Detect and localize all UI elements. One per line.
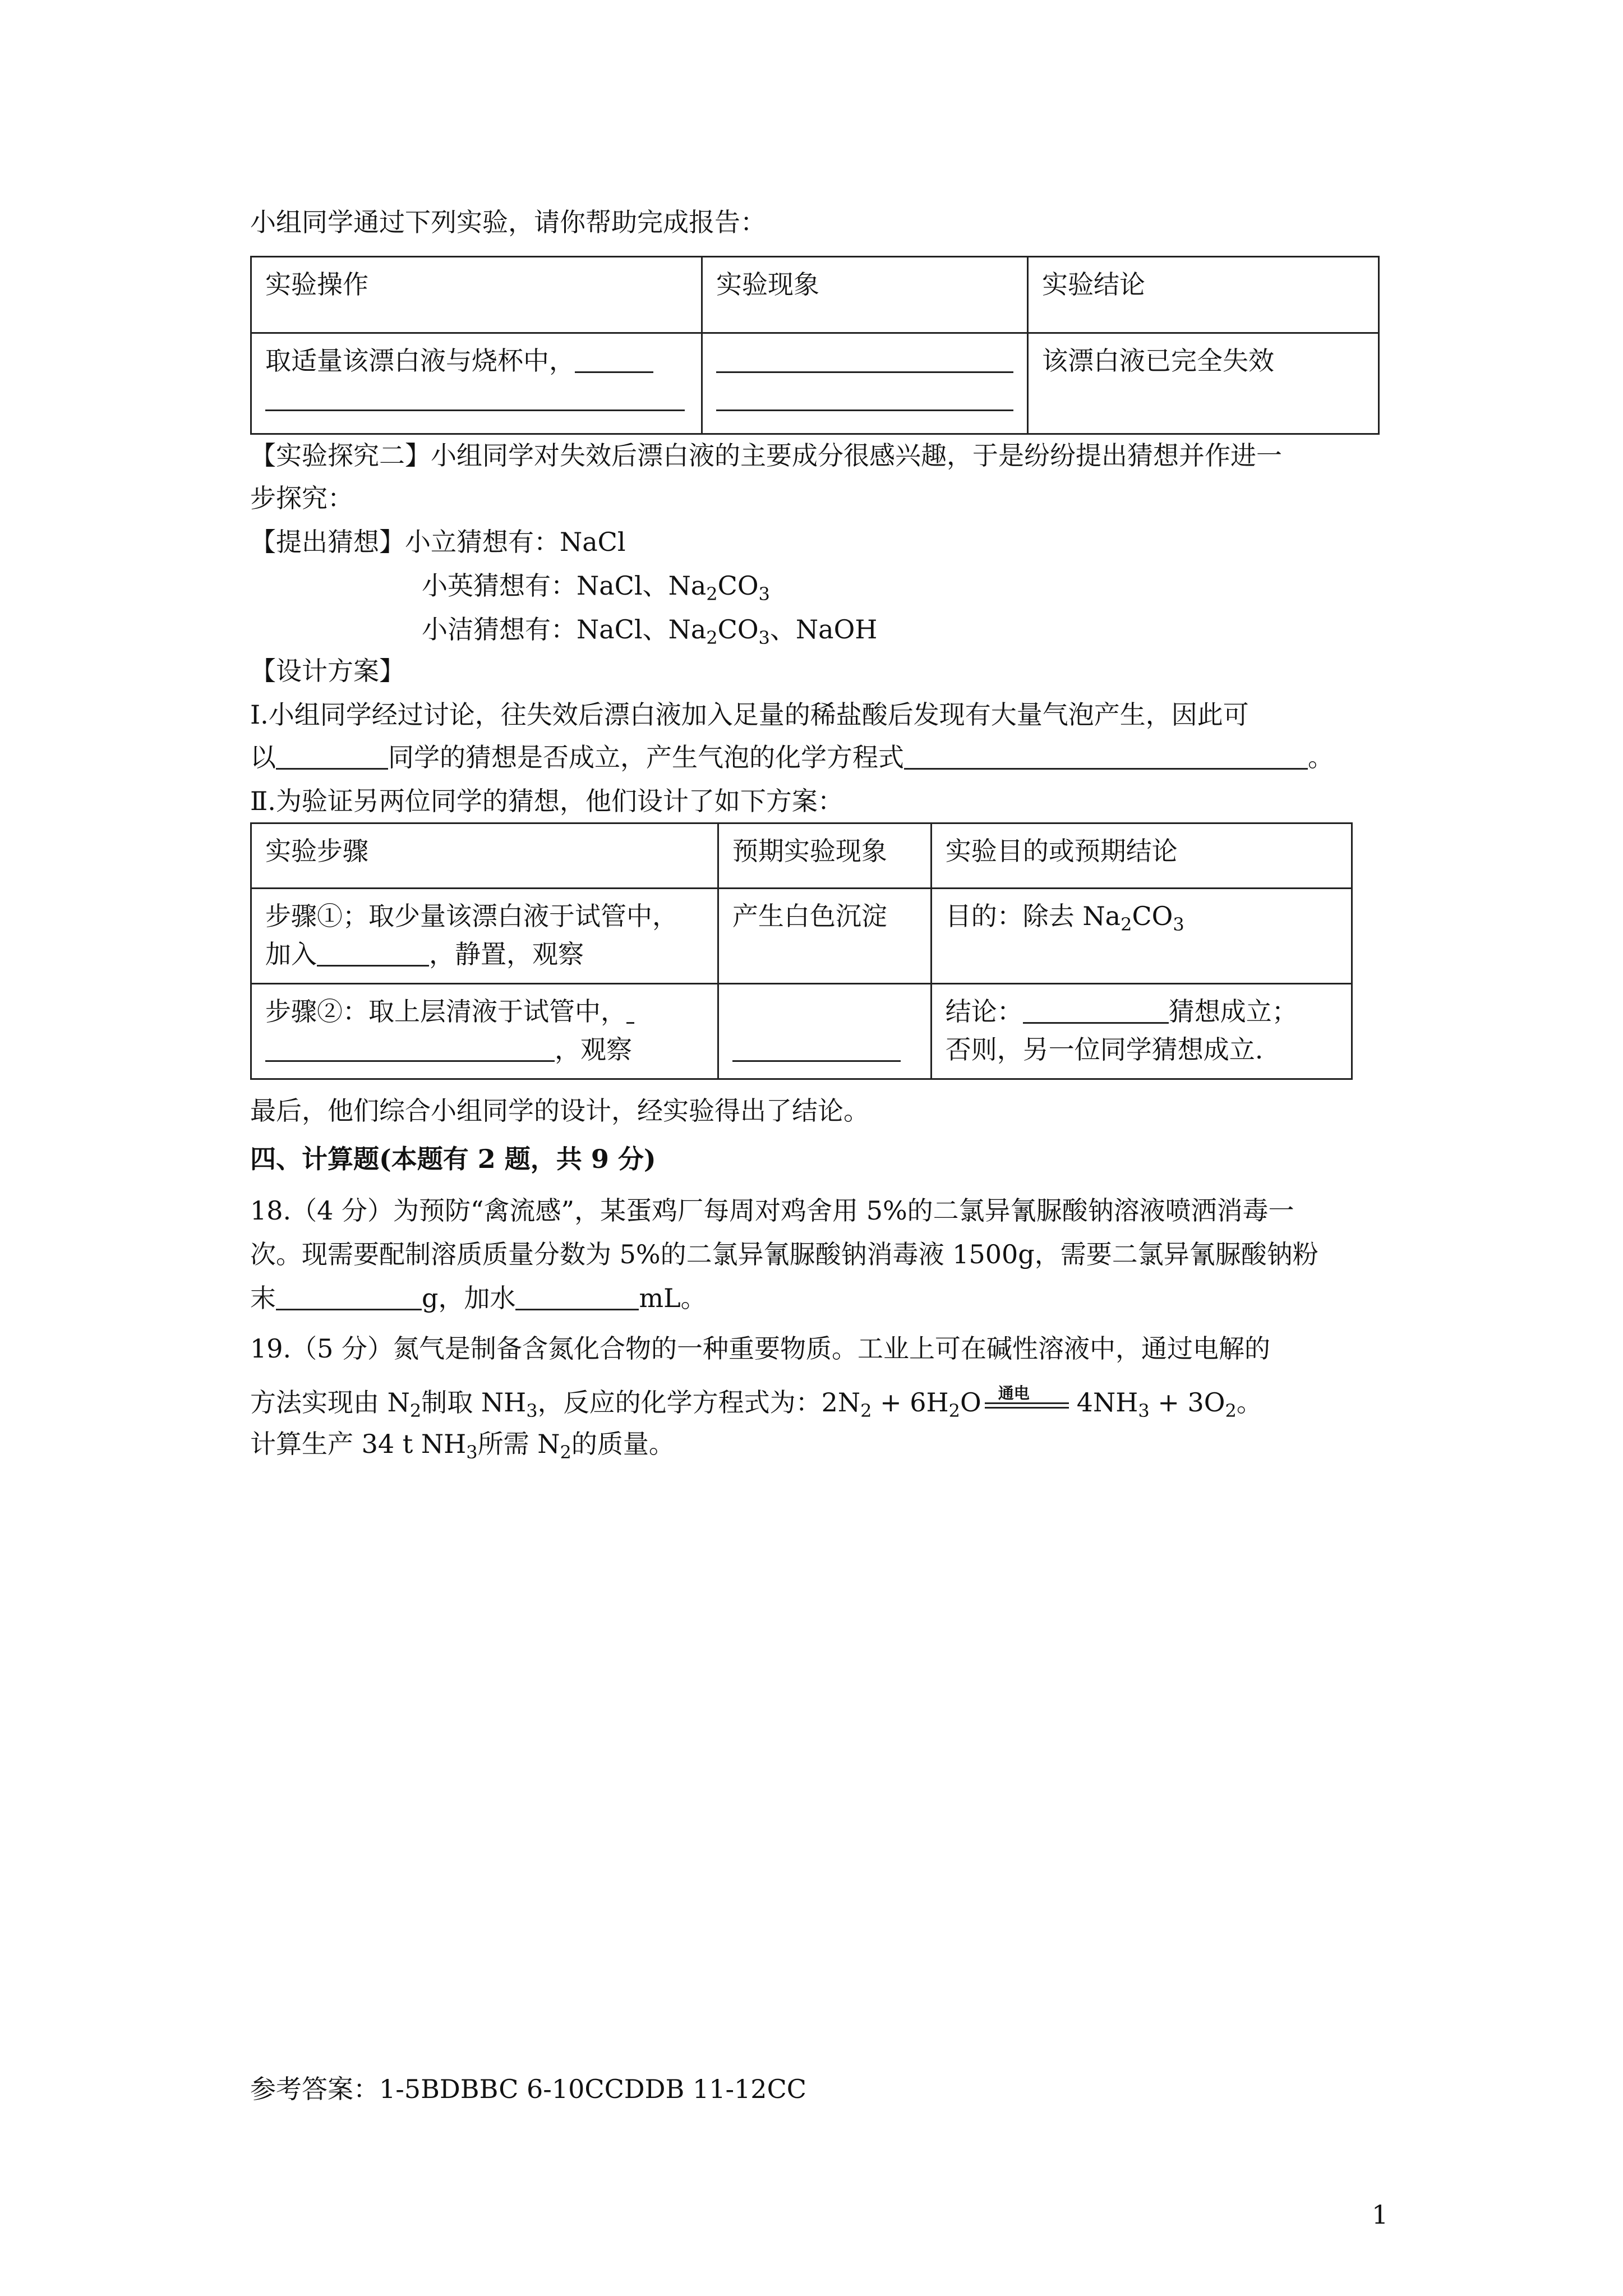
blank-student-name[interactable]: [276, 743, 388, 770]
q19-text-g: + 3O: [1149, 1387, 1225, 1418]
table1-phenomenon-cell: [702, 333, 1027, 434]
electrolysis-arrow: [981, 1384, 1077, 1416]
table2-header-phenomenon: 预期实验现象: [718, 823, 931, 889]
q19-line2: 方法实现由 $N_2$制取 $NH_3$，反应的化学方程式为：$2N_2 + 6H_2O$ 通电 $4NH_3 + 3O_2$。: [250, 1386, 1262, 1419]
step2-conclusion-text: 猜想成立；: [1168, 996, 1298, 1027]
step1-phenomenon: 产生白色沉淀: [718, 889, 931, 984]
table1-header-phenomenon: 实验现象: [702, 257, 1027, 333]
table1-operation-cell: [251, 333, 702, 434]
blank-operation-2[interactable]: [265, 385, 685, 411]
step1-text-a: 加入: [265, 939, 317, 969]
table1-header-conclusion: 实验结论: [1027, 257, 1378, 333]
table1-conclusion-cell: 该漂白液已完全失效: [1027, 333, 1378, 434]
answer-key: 参考答案：1-5BDBBC 6-10CCDDB 11-12CC: [250, 2074, 806, 2104]
step1-text-b: ，静置，观察: [429, 939, 584, 969]
explore2-line1: 【实验探究二】小组同学对失效后漂白液的主要成分很感兴趣，于是纷纷提出猜想并作进一: [250, 440, 1282, 471]
step2-phenomenon-cell: [718, 984, 931, 1079]
q19-text-f: 4NH: [1076, 1387, 1138, 1418]
blank-phenomenon-2[interactable]: [716, 385, 1013, 411]
step2-cell: [251, 984, 718, 1079]
q19-text-b: 制取 NH: [421, 1387, 527, 1418]
table1-operation-text: 取适量该漂白液与烧杯中，: [265, 346, 575, 376]
table2-header-steps: 实验步骤: [251, 823, 718, 889]
q19-text-3c: 的质量。: [571, 1429, 675, 1459]
part1-line2: [250, 740, 1334, 774]
blank-water-volume[interactable]: [515, 1284, 639, 1310]
page-number: 1: [1372, 2200, 1389, 2230]
blank-reagent[interactable]: [317, 940, 429, 967]
design-heading: 【设计方案】: [250, 656, 405, 686]
part1-text-a: 以: [250, 742, 276, 772]
q18-line2: 次。现需要配制溶质质量分数为 5%的二氯异氰脲酸钠消毒液 1500g，需要二氯异氰脲酸钠粉: [250, 1239, 1318, 1269]
guess-xiaoying: 小英猜想有：NaCl、$Na_2CO_3$: [422, 570, 770, 605]
q19-text-c: ，反应的化学方程式为：2N: [537, 1387, 861, 1418]
guess-xiaojie: 小洁猜想有：NaCl、$Na_2CO_3$、NaOH: [422, 614, 878, 648]
guess-label: 【提出猜想】: [250, 527, 405, 557]
electrolysis-label: 通电: [998, 1384, 1030, 1402]
blank-step2-phenomenon[interactable]: [732, 1036, 901, 1062]
final-text: 最后，他们综合小组同学的设计，经实验得出了结论。: [250, 1096, 869, 1126]
step2-line1: 步骤②：取上层清液于试管中，: [265, 996, 626, 1027]
q18-line3: [250, 1281, 707, 1315]
blank-step2-a[interactable]: [626, 997, 634, 1024]
part1-line1: Ⅰ.小组同学经过讨论，往失效后漂白液加入足量的稀盐酸后发现有大量气泡产生，因此可: [250, 700, 1249, 730]
step1-purpose-text: 目的：除去 Na: [945, 901, 1121, 931]
section4-heading: 四、计算题(本题有 2 题，共 9 分): [250, 1144, 656, 1174]
q19-text-a: 方法实现由 N: [250, 1387, 410, 1418]
part2-intro: Ⅱ.为验证另两位同学的猜想，他们设计了如下方案：: [250, 786, 843, 816]
step2-conclusion-label: 结论：: [945, 996, 1023, 1027]
blank-step2-b[interactable]: [265, 1036, 555, 1062]
q18-text-a: 末: [250, 1283, 276, 1313]
q19-line3: 计算生产 34 t $NH_3$所需 $N_2$的质量。: [250, 1429, 675, 1463]
guess-line1: [250, 525, 626, 559]
guess-xiaoli: 小立猜想有：NaCl: [405, 527, 626, 557]
q18-text-b: g，加水: [422, 1283, 516, 1313]
explore2-line2: 步探究：: [250, 483, 353, 513]
step2-conclusion-line2: 否则，另一位同学猜想成立.: [945, 1034, 1264, 1065]
step2-text: ，观察: [555, 1034, 632, 1065]
blank-phenomenon-1[interactable]: [716, 347, 1013, 373]
guess-xiaojie-text: 小洁猜想有：NaCl、Na: [422, 614, 707, 645]
q19-text-3a: 计算生产 34 t NH: [250, 1429, 467, 1459]
guess-xiaojie-suffix: 、NaOH: [769, 614, 878, 645]
blank-gas-equation[interactable]: [904, 743, 1308, 770]
plan-table: [250, 822, 1353, 1080]
q18-text-c: mL。: [639, 1283, 707, 1313]
step1-line1: 步骤①；取少量该漂白液于试管中，: [265, 901, 678, 931]
blank-operation-1[interactable]: [575, 347, 653, 373]
table2-header-purpose: 实验目的或预期结论: [931, 823, 1352, 889]
step1-purpose: 目的：除去 $Na_2CO_3$: [931, 889, 1352, 984]
q18-line1: 18.（4 分）为预防“禽流感”，某蛋鸡厂每周对鸡舍用 5%的二氯异氰脲酸钠溶液喷洒消毒一: [250, 1195, 1294, 1226]
step2-conclusion: [931, 984, 1352, 1079]
table1-header-operation: 实验操作: [251, 257, 702, 333]
q19-text-e: O: [960, 1387, 981, 1418]
blank-conclusion-name[interactable]: [1023, 997, 1169, 1024]
q19-line1: 19.（5 分）氮气是制备含氮化合物的一种重要物质。工业上可在碱性溶液中，通过电解的: [250, 1333, 1271, 1364]
q19-text-3b: 所需 N: [477, 1429, 560, 1459]
part1-text-b: 同学的猜想是否成立，产生气泡的化学方程式: [388, 742, 904, 772]
q19-text-d: + 6H: [872, 1387, 949, 1418]
step1-cell: [251, 889, 718, 984]
guess-xiaoying-text: 小英猜想有：NaCl、Na: [422, 570, 707, 601]
part1-text-c: 。: [1308, 742, 1334, 772]
q19-text-h: 。: [1236, 1387, 1262, 1418]
intro-text: 小组同学通过下列实验，请你帮助完成报告：: [250, 207, 766, 237]
report-table: [250, 256, 1380, 435]
blank-powder-mass[interactable]: [276, 1284, 422, 1310]
